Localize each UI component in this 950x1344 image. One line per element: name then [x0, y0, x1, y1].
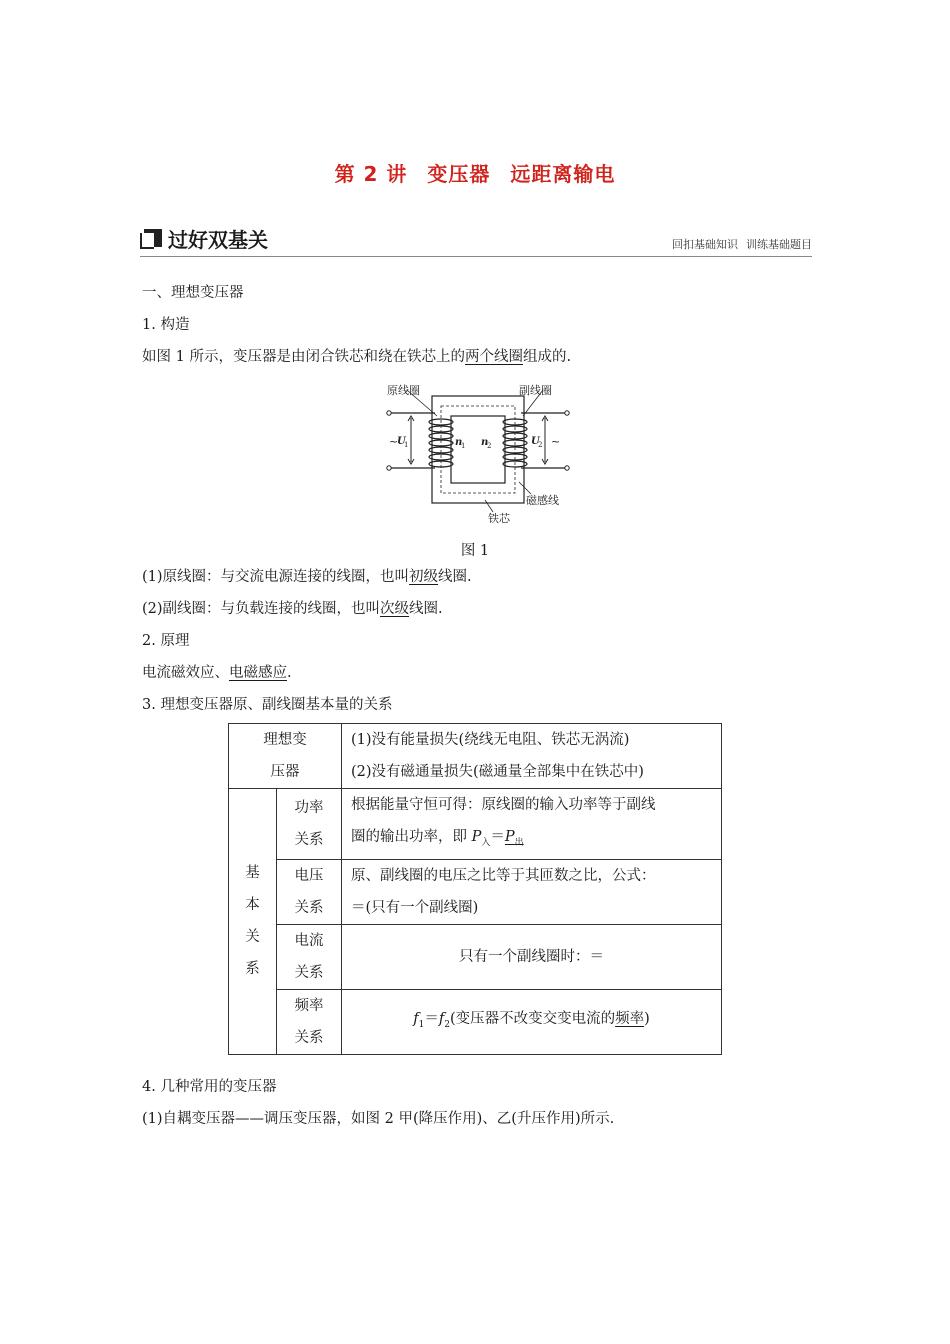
- freq-text-u: 频率: [615, 1010, 645, 1027]
- secondary-coil-text: [142, 599, 443, 619]
- section-subtitle-1: 回扣基础知识: [672, 238, 738, 251]
- freq-f2-sub: 2: [444, 1019, 450, 1030]
- heading-relations: 3. 理想变压器原、副线圈基本量的关系: [142, 697, 393, 713]
- voltage-text-cell: [342, 859, 722, 924]
- primary-coil-text-u: 初级: [409, 569, 439, 585]
- voltage-label-1: 电压: [294, 867, 324, 884]
- transformer-figure: [373, 378, 583, 526]
- heading-principle: 2. 原理: [142, 633, 190, 649]
- title-part2: 变压器: [427, 162, 491, 186]
- power-text-cell: [342, 789, 722, 860]
- figure-caption: 图 1: [460, 543, 490, 559]
- relations-table: [228, 723, 722, 1055]
- label-n2-sub: 2: [487, 442, 492, 450]
- current-label-2: 关系: [294, 964, 324, 981]
- u2-arrow: [542, 416, 548, 464]
- label-ac-right: ~: [551, 435, 561, 448]
- voltage-label-cell: [277, 859, 342, 924]
- power-text-1: 根据能量守恒可得：原线圈的输入功率等于副线: [351, 797, 656, 813]
- freq-f1-sub: 1: [418, 1019, 425, 1030]
- table-row: [229, 924, 722, 989]
- section-header: [140, 222, 812, 257]
- section-subtitle: [672, 236, 812, 252]
- label-u1: U: [397, 436, 406, 447]
- principle-text-a: 电流磁效应、: [142, 665, 229, 681]
- frequency-label-2: 关系: [294, 1029, 324, 1046]
- power-eq: ＝: [490, 829, 505, 845]
- title-part3: 远距离输电: [510, 162, 616, 186]
- terminal-2: [387, 466, 391, 470]
- heading-structure: 1. 构造: [142, 317, 190, 333]
- terminal-4: [565, 466, 569, 470]
- ideal-label-1: 理想变: [263, 732, 307, 748]
- power-label-1: 功率: [294, 799, 324, 816]
- current-label-1: 电流: [294, 932, 324, 949]
- core-inner: [451, 416, 505, 483]
- terminal-1: [387, 411, 391, 415]
- principle-text-b: .: [287, 665, 292, 681]
- secondary-coil-text-u: 次级: [380, 601, 410, 617]
- label-flux: 磁感线: [526, 494, 559, 507]
- principle-text-u: 电磁感应: [229, 665, 287, 681]
- structure-text-underline: 两个线圈: [464, 349, 523, 365]
- power-p-out: P: [504, 829, 515, 845]
- power-label-2: 关系: [294, 831, 324, 848]
- structure-text-b: 组成的.: [522, 349, 572, 365]
- basic-relations-cell: [229, 789, 277, 1055]
- title-part1: 第 2 讲: [334, 162, 408, 186]
- freq-f1: f: [413, 1010, 419, 1027]
- label-n2: n: [481, 437, 489, 448]
- page-title: [0, 158, 950, 187]
- power-text-2: [351, 821, 721, 859]
- label-u2: U: [531, 436, 540, 447]
- primary-coil-text-a: (1)原线圈：与交流电源连接的线圈，也叫: [142, 569, 410, 585]
- table-row: [229, 724, 722, 789]
- current-text-cell: 只有一个副线圈时：＝: [342, 924, 722, 989]
- power-p-in: P: [471, 829, 482, 845]
- ideal-conditions-cell: [342, 724, 722, 789]
- heading-ideal-transformer: 一、理想变压器: [142, 285, 244, 301]
- voltage-text-1: 原、副线圈的电压之比等于其匝数之比，公式：: [351, 867, 656, 884]
- autotransformer-text: (1)自耦变压器——调压变压器，如图 2 甲(降压作用)、乙(升压作用)所示.: [142, 1111, 615, 1127]
- freq-f2: f: [438, 1010, 445, 1027]
- frequency-label-1: 频率: [294, 997, 324, 1014]
- power-label-cell: [277, 789, 342, 860]
- ideal-label-cell: [229, 724, 342, 789]
- ideal-cond-1: (1)没有能量损失(绕线无电阻、铁芯无涡流): [351, 732, 630, 748]
- basic-char-1: 基: [245, 865, 260, 882]
- table-row: [229, 789, 722, 860]
- primary-coil-text: [142, 567, 472, 587]
- heading-common-transformers: 4. 几种常用的变压器: [142, 1079, 277, 1095]
- terminal-3: [565, 411, 569, 415]
- power-in-sub: 入: [481, 837, 491, 848]
- basic-char-3: 关: [245, 929, 260, 946]
- ideal-label-2: 压器: [270, 764, 300, 780]
- label-n1: n: [455, 437, 463, 448]
- primary-coil-text-b: 线圈.: [438, 569, 472, 585]
- label-secondary: 副线圈: [519, 384, 552, 397]
- voltage-text-2: ＝(只有一个副线圈): [351, 899, 479, 916]
- power-out-sub: 出: [514, 837, 524, 848]
- structure-text: [142, 347, 571, 367]
- principle-text: [142, 663, 292, 683]
- voltage-label-2: 关系: [294, 899, 324, 916]
- label-core: 铁芯: [488, 512, 510, 525]
- section-title: 过好双基关: [168, 228, 268, 252]
- u1-arrow: [408, 416, 414, 464]
- ideal-cond-2: (2)没有磁通量损失(磁通量全部集中在铁芯中): [351, 764, 644, 780]
- table-row: [229, 989, 722, 1054]
- current-label-cell: [277, 924, 342, 989]
- label-primary: 原线圈: [387, 384, 420, 397]
- secondary-coil-text-b: 线圈.: [409, 601, 443, 617]
- freq-eq: ＝: [424, 1010, 439, 1027]
- basic-char-2: 本: [245, 897, 260, 914]
- label-ac-left: ~: [389, 435, 399, 448]
- section-subtitle-2: 训练基础题目: [746, 238, 812, 251]
- table-row: [229, 859, 722, 924]
- label-u2-sub: 2: [538, 441, 543, 449]
- power-text-2a: 圈的输出功率，即: [351, 829, 472, 845]
- freq-text-a: (变压器不改变交变电流的: [449, 1010, 616, 1027]
- structure-text-a: 如图 1 所示，变压器是由闭合铁芯和绕在铁芯上的: [142, 349, 465, 365]
- basic-char-4: 系: [245, 961, 260, 978]
- section-marker-icon: [144, 229, 162, 247]
- freq-text-b: ): [644, 1010, 650, 1027]
- frequency-text-cell: [342, 989, 722, 1054]
- frequency-label-cell: [277, 989, 342, 1054]
- label-u1-sub: 1: [404, 441, 409, 449]
- label-n1-sub: 1: [461, 442, 466, 450]
- secondary-coil-text-a: (2)副线圈：与负载连接的线圈，也叫: [142, 601, 381, 617]
